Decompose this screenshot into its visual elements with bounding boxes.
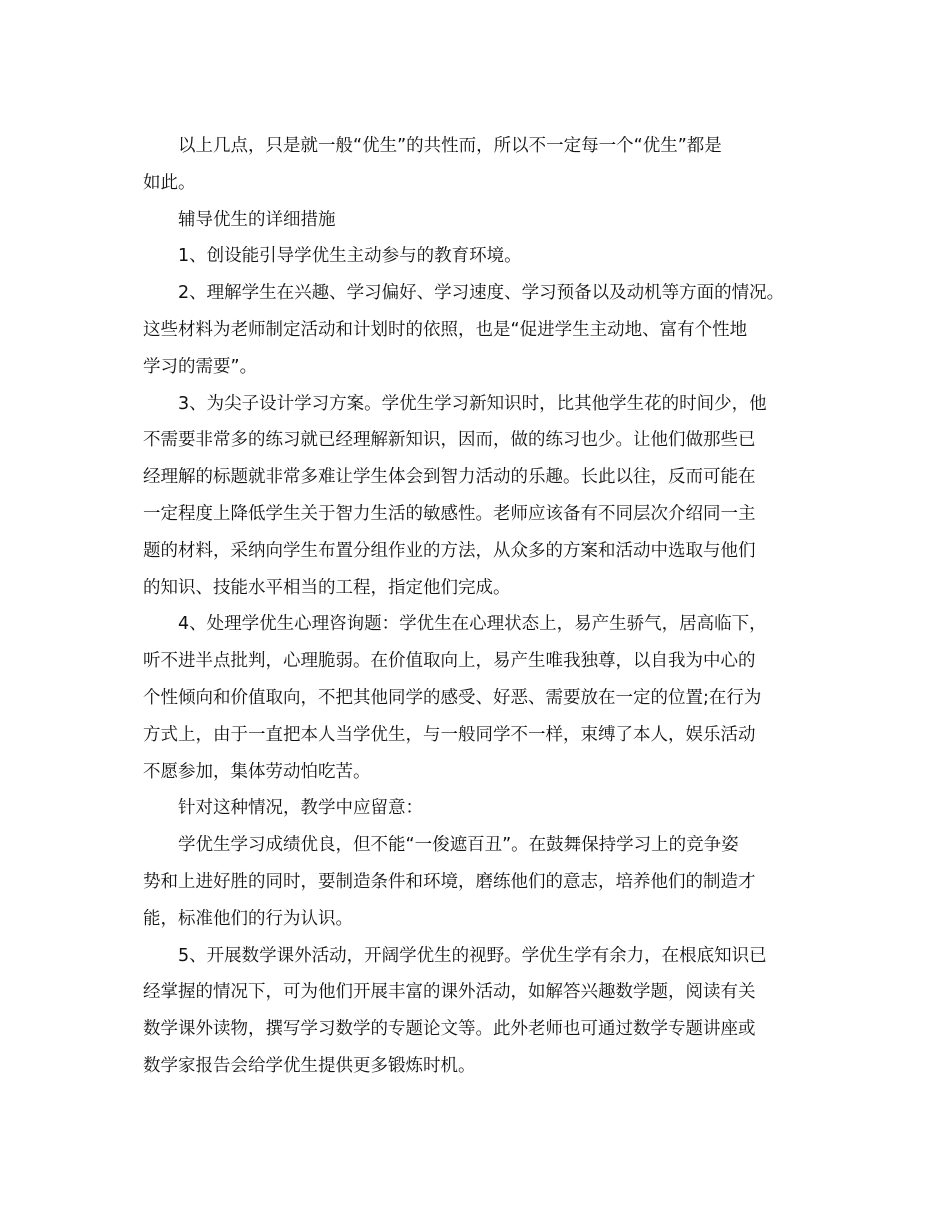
section-heading: 辅导优生的详细措施	[178, 209, 336, 230]
text-line: 经理解的标题就非常多难让学生体会到智力活动的乐趣。长此以往，反而可能在	[143, 467, 756, 488]
text-line: 不需要非常多的练习就已经理解新知识，因而，做的练习也少。让他们做那些已	[143, 430, 756, 451]
text-line: 2、理解学生在兴趣、学习偏好、学习速度、学习预备以及动机等方面的情况。	[178, 283, 785, 304]
text-line: 经掌握的情况下，可为他们开展丰富的课外活动，如解答兴趣数学题，阅读有关	[143, 982, 756, 1003]
text-line: 能，标准他们的行为认识。	[143, 908, 353, 929]
text-line: 学习的需要”。	[143, 356, 258, 377]
text-line: 不愿参加，集体劳动怕吃苦。	[143, 761, 371, 782]
text-line: 这些材料为老师制定活动和计划时的依照，也是“促进学生主动地、富有个性地	[143, 319, 748, 340]
text-line: 一定程度上降低学生关于智力生活的敏感性。老师应该备有不同层次介绍同一主	[143, 503, 756, 524]
text-line: 以上几点，只是就一般“优生”的共性而，所以不一定每一个“优生”都是	[178, 136, 722, 156]
text-line: 的知识、技能水平相当的工程，指定他们完成。	[143, 577, 511, 598]
text-line: 个性倾向和价值取向，不把其他同学的感受、好恶、需要放在一定的位置;在行为	[143, 687, 762, 708]
text-line: 势和上进好胜的同时，要制造条件和环境，磨练他们的意志，培养他们的制造才	[143, 871, 756, 892]
text-line: 如此。	[143, 172, 196, 193]
text-line: 数学课外读物，撰写学习数学的专题论文等。此外老师也可通过数学专题讲座或	[143, 1019, 756, 1040]
text-line: 3、为尖子设计学习方案。学优生学习新知识时，比其他学生花的时间少，他	[178, 393, 767, 414]
text-line: 学优生学习成绩优良，但不能“一俊遮百丑”。在鼓舞保持学习上的竞争姿	[178, 835, 739, 856]
text-line: 方式上，由于一直把本人当学优生，与一般同学不一样，束缚了本人，娱乐活动	[143, 724, 756, 745]
text-line: 针对这种情况，教学中应留意：	[178, 798, 423, 819]
text-line: 题的材料，采纳向学生布置分组作业的方法，从众多的方案和活动中选取与他们	[143, 540, 756, 561]
text-line: 数学家报告会给学优生提供更多锻炼时机。	[143, 1055, 476, 1076]
document-body	[143, 128, 823, 1085]
text-line: 5、开展数学课外活动，开阔学优生的视野。学优生学有余力，在根底知识已	[178, 945, 767, 966]
text-line: 1、创设能引导学优生主动参与的教育环境。	[178, 246, 522, 267]
text-line: 听不进半点批判，心理脆弱。在价值取向上，易产生唯我独尊，以自我为中心的	[143, 651, 756, 672]
text-line: 4、处理学优生心理咨询题：学优生在心理状态上，易产生骄气，居高临下，	[178, 614, 767, 635]
